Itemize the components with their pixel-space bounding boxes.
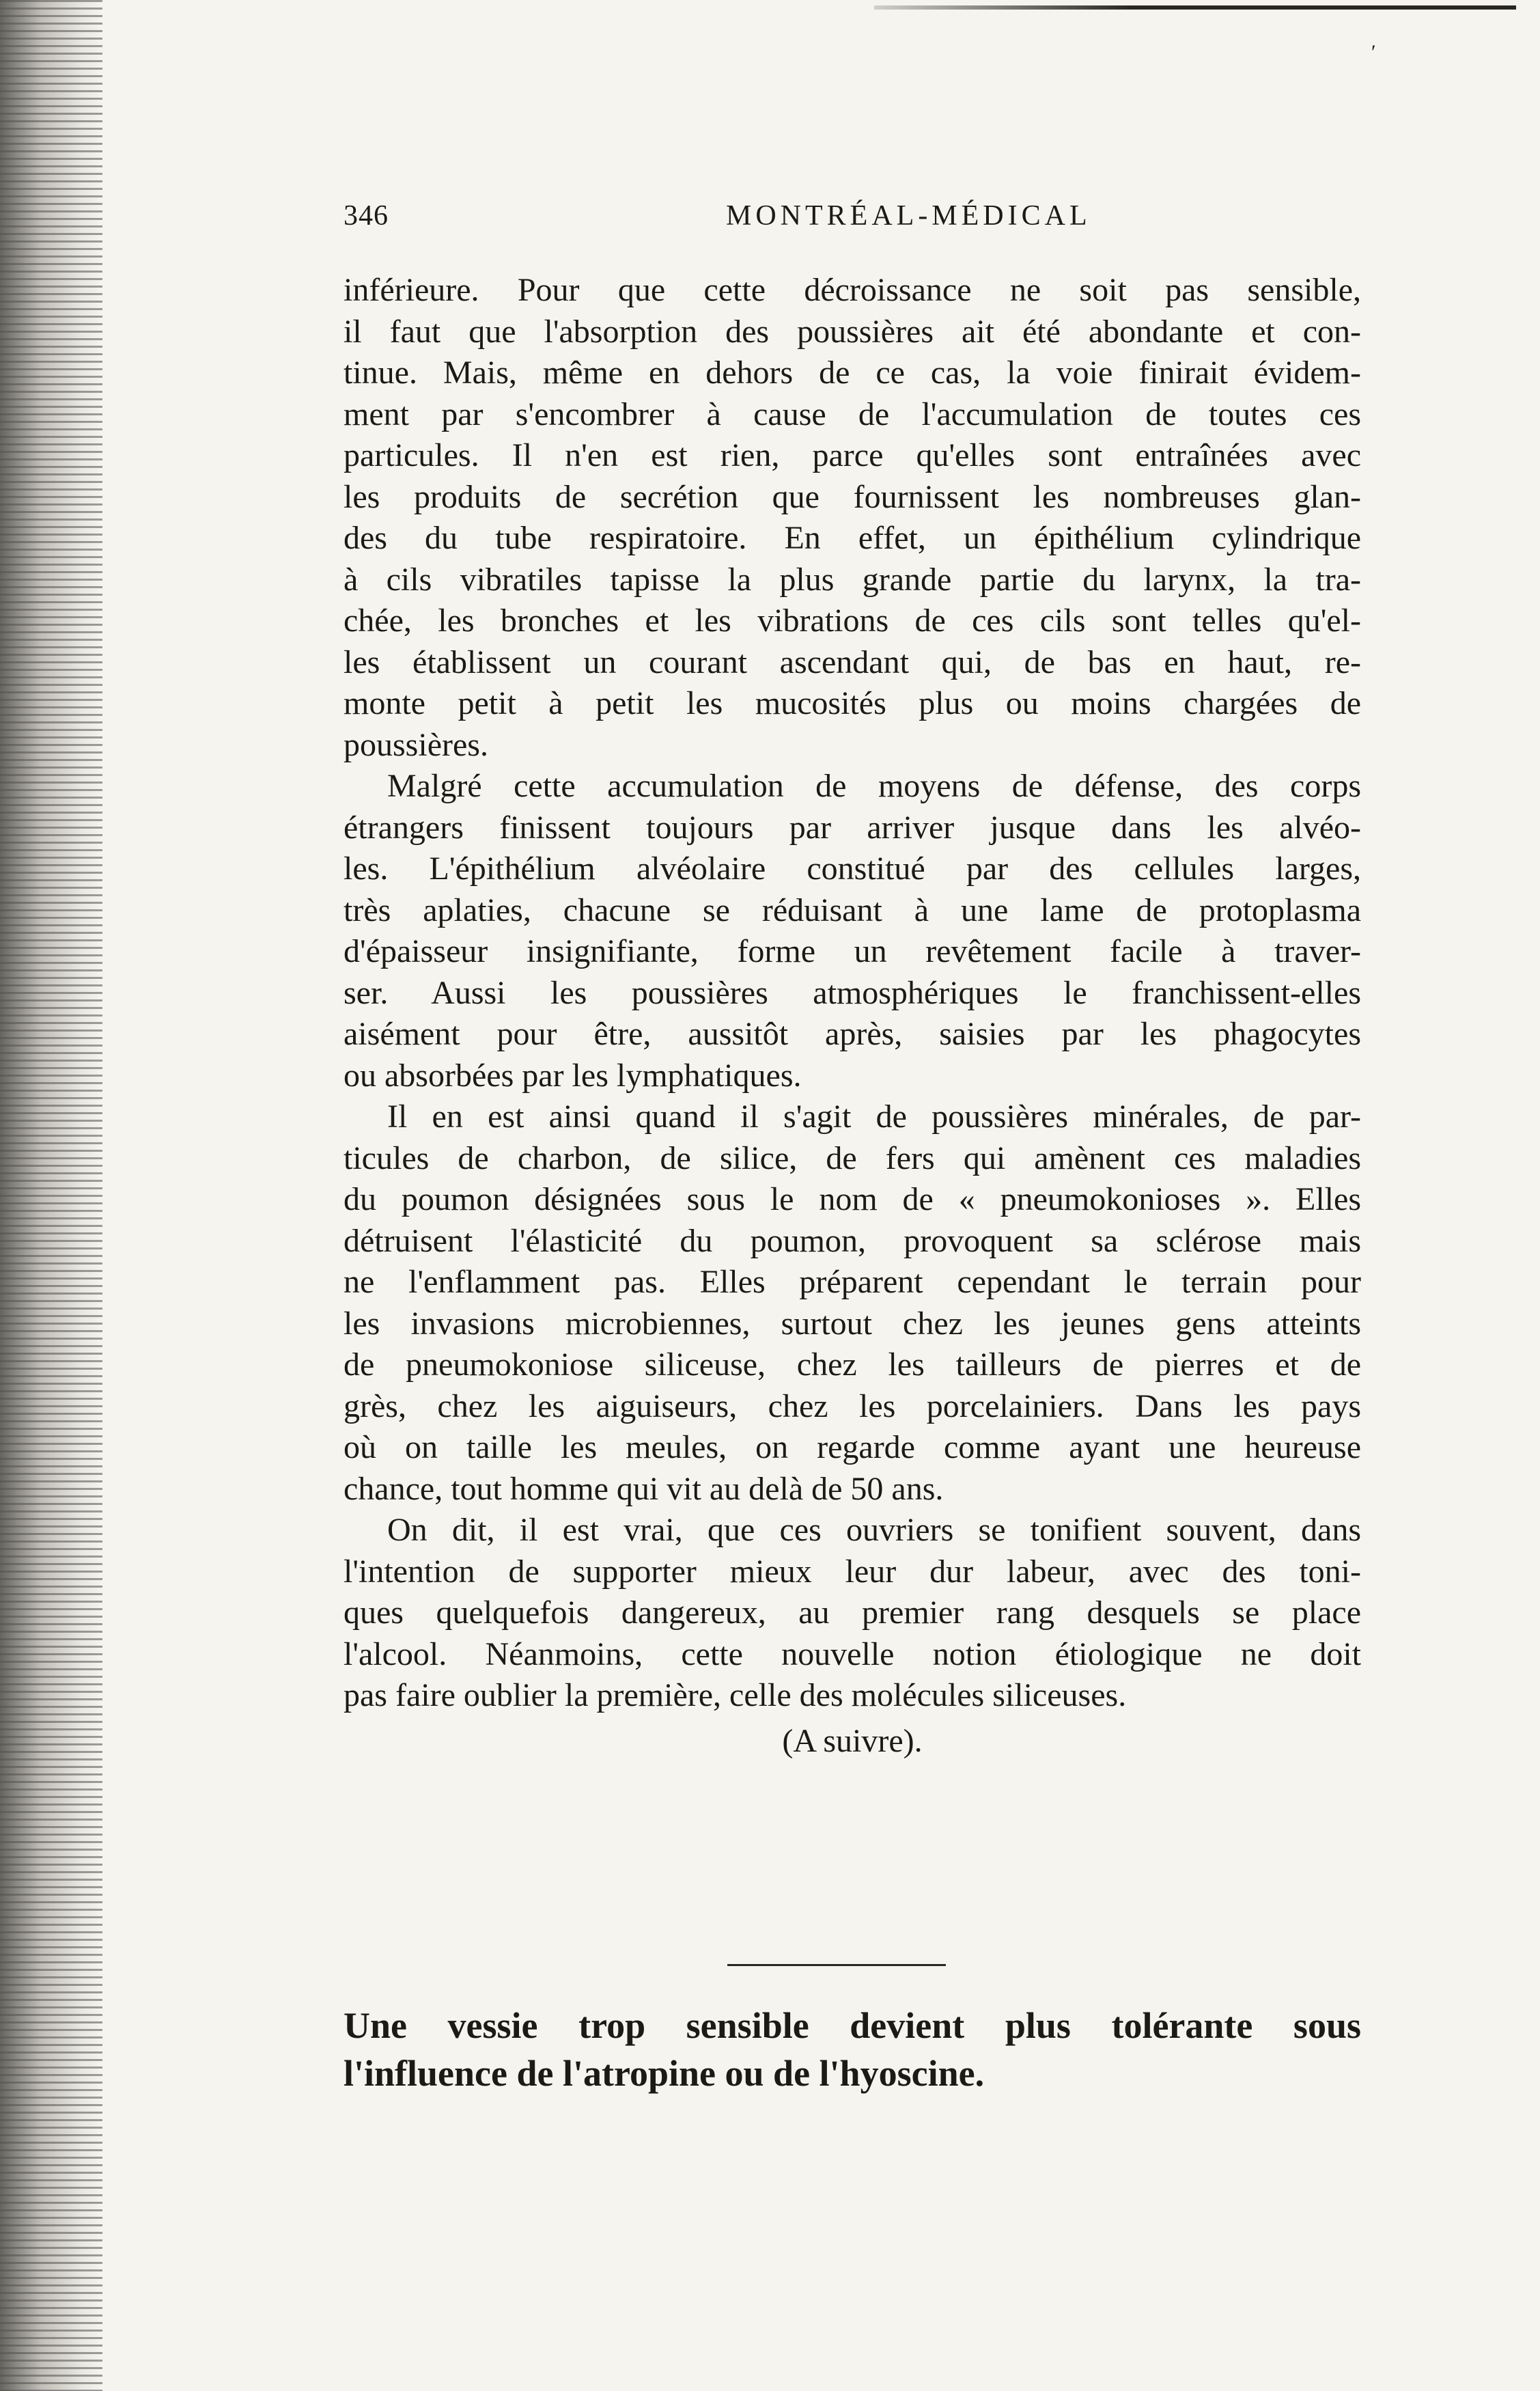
text-line: ser. Aussi les poussières atmosphériques le franchissent-elles bbox=[344, 974, 1361, 1011]
scanned-binding-edge bbox=[0, 0, 102, 2391]
notice-line: Une vessie trop sensible devient plus tolérante sous bbox=[344, 2005, 1361, 2046]
section-separator bbox=[727, 1964, 946, 1966]
text-line: du poumon désignées sous le nom de « pneumokonioses ». Elles bbox=[344, 1181, 1361, 1217]
text-line: chance, tout homme qui vit au delà de 50 ans. bbox=[344, 1470, 944, 1507]
text-line: inférieure. Pour que cette décroissance ne soit pas sensible, bbox=[344, 272, 1361, 308]
text-line: d'épaisseur insignifiante, forme un revêtement facile à traver- bbox=[344, 933, 1361, 969]
journal-title: MONTRÉAL-MÉDICAL bbox=[726, 200, 1091, 232]
text-line: détruisent l'élasticité du poumon, provoquent sa sclérose mais bbox=[344, 1222, 1361, 1259]
text-line: poussières. bbox=[344, 726, 488, 763]
text-line: il faut que l'absorption des poussières ait été abondante et con- bbox=[344, 313, 1361, 350]
running-head bbox=[344, 199, 1361, 240]
page-number: 346 bbox=[344, 200, 389, 232]
text-line: ment par s'encombrer à cause de l'accumulation de toutes ces bbox=[344, 396, 1361, 432]
text-line: l'alcool. Néanmoins, cette nouvelle notion étiologique ne doit bbox=[344, 1635, 1361, 1672]
text-line: étrangers finissent toujours par arriver jusque dans les alvéo- bbox=[344, 809, 1361, 846]
text-line: tinue. Mais, même en dehors de ce cas, la voie finirait évidem- bbox=[344, 355, 1361, 391]
text-line: chée, les bronches et les vibrations de ces cils sont telles qu'el- bbox=[344, 603, 1361, 639]
text-line: les. L'épithélium alvéolaire constitué par des cellules larges, bbox=[344, 851, 1361, 887]
text-line: les invasions microbiennes, surtout chez les jeunes gens atteints bbox=[344, 1305, 1361, 1342]
text-line: aisément pour être, aussitôt après, saisies par les phagocytes bbox=[344, 1016, 1361, 1052]
text-line: l'intention de supporter mieux leur dur labeur, avec des toni- bbox=[344, 1553, 1361, 1590]
text-line: très aplaties, chacune se réduisant à une lame de protoplasma bbox=[344, 892, 1361, 928]
text-line: pas faire oublier la première, celle des molécules siliceuses. bbox=[344, 1677, 1127, 1713]
text-line: les établissent un courant ascendant qui, de bas en haut, re- bbox=[344, 644, 1361, 680]
text-line: des du tube respiratoire. En effet, un épithélium cylindrique bbox=[344, 520, 1361, 556]
notice-line: l'influence de l'atropine ou de l'hyoscine. bbox=[344, 2053, 985, 2094]
text-line: Il en est ainsi quand il s'agit de poussières minérales, de par- bbox=[387, 1098, 1361, 1135]
text-line: ticules de charbon, de silice, de fers qui amènent ces maladies bbox=[344, 1139, 1361, 1176]
text-line: à cils vibratiles tapisse la plus grande partie du larynx, la tra- bbox=[344, 561, 1361, 598]
article-body bbox=[344, 270, 1361, 1762]
text-line: ou absorbées par les lymphatiques. bbox=[344, 1057, 802, 1094]
text-line: particules. Il n'en est rien, parce qu'elles sont entraînées avec bbox=[344, 437, 1361, 473]
text-line: les produits de secrétion que fournissent les nombreuses glan- bbox=[344, 478, 1361, 515]
text-line: Malgré cette accumulation de moyens de défense, des corps bbox=[387, 768, 1361, 804]
text-line: de pneumokoniose siliceuse, chez les tailleurs de pierres et de bbox=[344, 1346, 1361, 1383]
text-line: ques quelquefois dangereux, au premier rang desquels se place bbox=[344, 1594, 1361, 1631]
text-line: où on taille les meules, on regarde comme ayant une heureuse bbox=[344, 1429, 1361, 1465]
text-line: ne l'enflamment pas. Elles préparent cependant le terrain pour bbox=[344, 1264, 1361, 1300]
text-line: monte petit à petit les mucosités plus ou moins chargées de bbox=[344, 685, 1361, 721]
text-line: grès, chez les aiguiseurs, chez les porcelainiers. Dans les pays bbox=[344, 1387, 1361, 1424]
to-be-continued: (A suivre). bbox=[782, 1722, 923, 1759]
top-edge-rule bbox=[874, 5, 1516, 10]
corner-mark: ′ bbox=[1371, 41, 1376, 64]
text-line: On dit, il est vrai, que ces ouvriers se tonifient souvent, dans bbox=[387, 1512, 1361, 1548]
notice-paragraph bbox=[344, 2002, 1361, 2097]
